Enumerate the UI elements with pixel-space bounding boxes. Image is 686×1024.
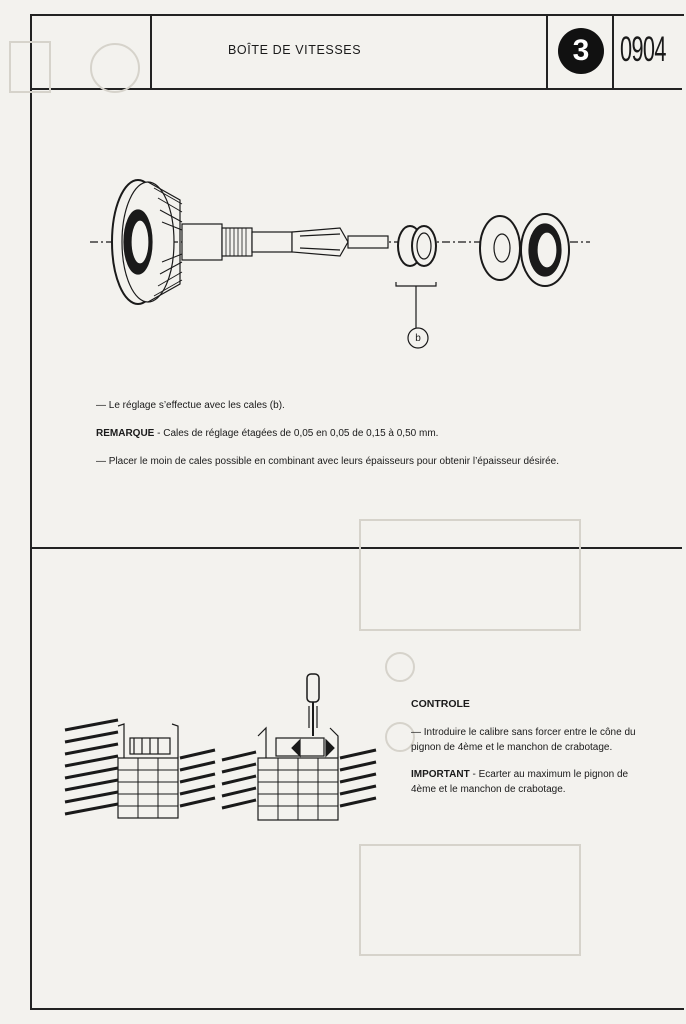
- important-paragraph: [411, 767, 628, 782]
- important-text: - Ecarter au maximum le pignon de: [469, 769, 629, 780]
- section-badge: 3: [558, 28, 604, 74]
- important-text-line-2: 4ème et le manchon de crabotage.: [411, 784, 566, 795]
- gearbox-gauge-drawing: [60, 666, 380, 836]
- page-title: BOÎTE DE VITESSES: [228, 43, 362, 57]
- control-text-line-2: pignon de 4ème et le manchon de crabotage.: [411, 742, 613, 753]
- adjustment-instruction: — Le réglage s’effectue avec les cales (b).: [96, 400, 285, 411]
- page-code: 0904: [620, 30, 666, 69]
- remark-text: - Cales de réglage étagées de 0,05 en 0,05 de 0,15 à 0,50 mm.: [154, 428, 439, 439]
- remark-paragraph: [96, 426, 438, 441]
- remark-label: REMARQUE: [96, 428, 155, 439]
- callout-label-b: b: [415, 333, 421, 344]
- control-text-line-1: — Introduire le calibre sans forcer entre le cône du: [411, 727, 636, 738]
- control-heading: CONTROLE: [411, 698, 470, 710]
- important-label: IMPORTANT: [411, 769, 470, 780]
- shaft-exploded-drawing: [90, 170, 590, 360]
- shim-combination-instruction: — Placer le moin de cales possible en combinant avec leurs épaisseurs pour obtenir l’épaisseur désirée.: [96, 456, 560, 467]
